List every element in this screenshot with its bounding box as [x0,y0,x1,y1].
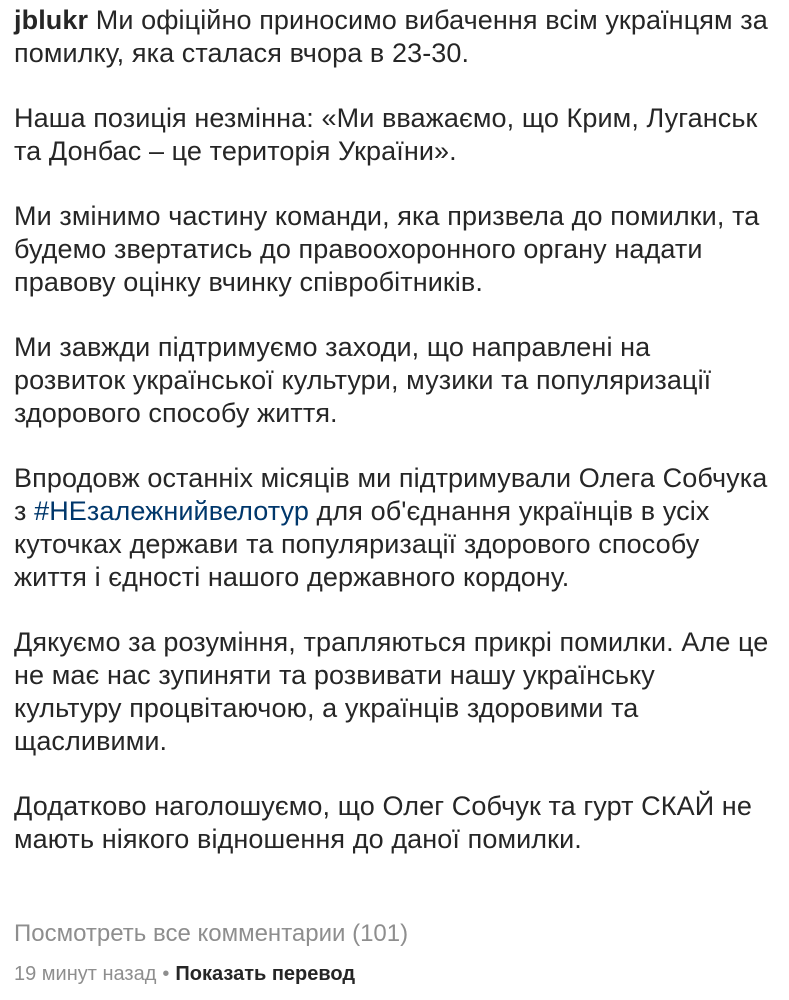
caption-paragraph-7 [14,790,769,856]
caption-paragraph-1 [14,4,769,70]
timestamp: 19 минут назад [14,963,157,985]
username-link[interactable]: jblukr [14,5,89,35]
hashtag-link[interactable]: #НЕзалежнийвелотур [34,496,309,526]
caption-text-5b: для об'єднання українців в усіх куточках держави та популяризації здорового способу життя і єдності нашого державного кордону. [14,496,710,592]
caption-paragraph-5 [14,462,769,594]
caption-text-4: Ми завжди підтримуємо заходи, що направлені на розвиток української культури, музики та популяризації здорового способу життя. [14,332,712,428]
caption-paragraph-4 [14,331,769,430]
caption-text-3: Ми змінимо частину команди, яка призвела до помилки, та будемо звертатись до правоохоронного органу надати правову оцінку вчинку співробітників. [14,201,760,297]
caption-text-2: Наша позиція незмінна: «Ми вважаємо, що Крим, Луганськ та Донбас – це територія України». [14,103,758,166]
caption [14,4,769,856]
caption-text-6: Дякуємо за розуміння, трапляються прикрі помилки. Але це не має нас зупиняти та розвивати нашу українську культуру процвітаючою, а українців здоровими та щасливими. [14,627,769,756]
separator-dot: • [162,963,170,985]
caption-paragraph-3 [14,200,769,299]
caption-text-5a: Впродовж останніх місяців ми підтримували Олега Собчука з [14,463,768,526]
show-translation-button[interactable]: Показать перевод [175,963,356,985]
ukraine-flag-icon [468,141,499,163]
view-all-comments-link[interactable]: Посмотреть все комментарии (101) [14,920,409,947]
caption-paragraph-2 [14,102,769,168]
caption-text-1: Ми офіційно приносимо вибачення всім українцям за помилку, яка сталася вчора в 23-30. [14,5,768,68]
caption-text-7: Додатково наголошуємо, що Олег Собчук та гурт СКАЙ не мають ніякого відношення до даної помилки. [14,791,752,854]
caption-paragraph-6 [14,626,769,758]
post-meta-row [14,960,355,988]
